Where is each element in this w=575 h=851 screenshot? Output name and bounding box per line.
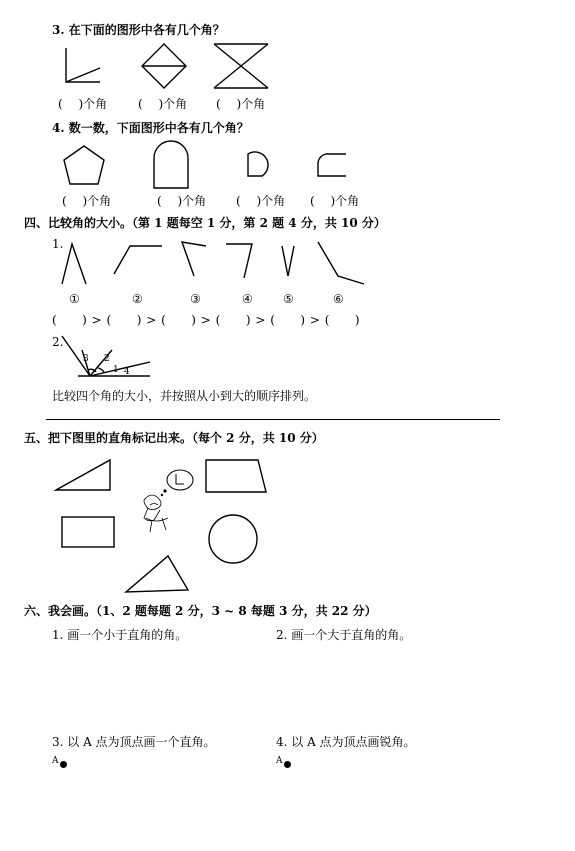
q4-answer-3[interactable]: ( )个角 bbox=[236, 194, 286, 208]
angle-num-3: 3 bbox=[83, 354, 89, 364]
angle-num-4: 4 bbox=[124, 367, 130, 377]
angle-num-2: 2 bbox=[104, 354, 110, 364]
s4-q2-label: 2. bbox=[52, 335, 64, 349]
point-a-label-1: A bbox=[52, 756, 59, 766]
triangle bbox=[126, 556, 188, 592]
s6-q1: 1. 画一个小于直角的角。 bbox=[52, 628, 188, 642]
s6-q3: 3. 以 A 点为顶点画一个直角。 bbox=[52, 735, 216, 749]
circle-label-5: ⑤ bbox=[283, 292, 294, 306]
s6-q2: 2. 画一个大于直角的角。 bbox=[276, 628, 412, 642]
circle-label-1: ① bbox=[69, 292, 80, 306]
point-a-1 bbox=[60, 761, 67, 768]
s6-q4: 4. 以 A 点为顶点画锐角。 bbox=[276, 735, 416, 749]
circle bbox=[209, 515, 257, 563]
circle-label-6: ⑥ bbox=[333, 292, 344, 306]
s4-q2-text: 比较四个角的大小，并按照从小到大的顺序排列。 bbox=[52, 389, 317, 403]
rectangle bbox=[62, 517, 114, 547]
point-a-2 bbox=[284, 761, 291, 768]
q4-answer-2[interactable]: ( )个角 bbox=[157, 194, 207, 208]
trapezoid bbox=[206, 460, 266, 492]
q4-answer-4[interactable]: ( )个角 bbox=[310, 194, 360, 208]
compare-row[interactable]: ( ) > ( ) > ( ) > ( ) > ( ) > ( ) bbox=[52, 313, 361, 327]
thinking-child-icon bbox=[144, 470, 193, 532]
q3-title: 3. 在下面的图形中各有几个角？ bbox=[52, 23, 225, 37]
q4-answer-1[interactable]: ( )个角 bbox=[62, 194, 112, 208]
s5-title: 五、把下图里的直角标记出来。（每个 2 分，共 10 分） bbox=[24, 431, 324, 445]
s6-title: 六、我会画。（1、2 题每题 2 分，3 ~ 8 每题 3 分，共 22 分） bbox=[24, 604, 377, 618]
q4-title: 4. 数一数，下面图形中各有几个角？ bbox=[52, 121, 249, 135]
q3-answer-2[interactable]: ( )个角 bbox=[138, 97, 188, 111]
q3-answer-1[interactable]: ( )个角 bbox=[58, 97, 108, 111]
circle-label-4: ④ bbox=[242, 292, 253, 306]
angle-num-1: 1 bbox=[113, 365, 119, 375]
s4-title: 四、比较角的大小。（第 1 题每空 1 分，第 2 题 4 分，共 10 分） bbox=[24, 216, 386, 230]
circle-label-3: ③ bbox=[190, 292, 201, 306]
circle-label-2: ② bbox=[132, 292, 143, 306]
point-a-label-2: A bbox=[276, 756, 283, 766]
q3-answer-3[interactable]: ( )个角 bbox=[216, 97, 266, 111]
right-triangle bbox=[56, 460, 110, 490]
s4-q1-label: 1. bbox=[52, 237, 64, 251]
